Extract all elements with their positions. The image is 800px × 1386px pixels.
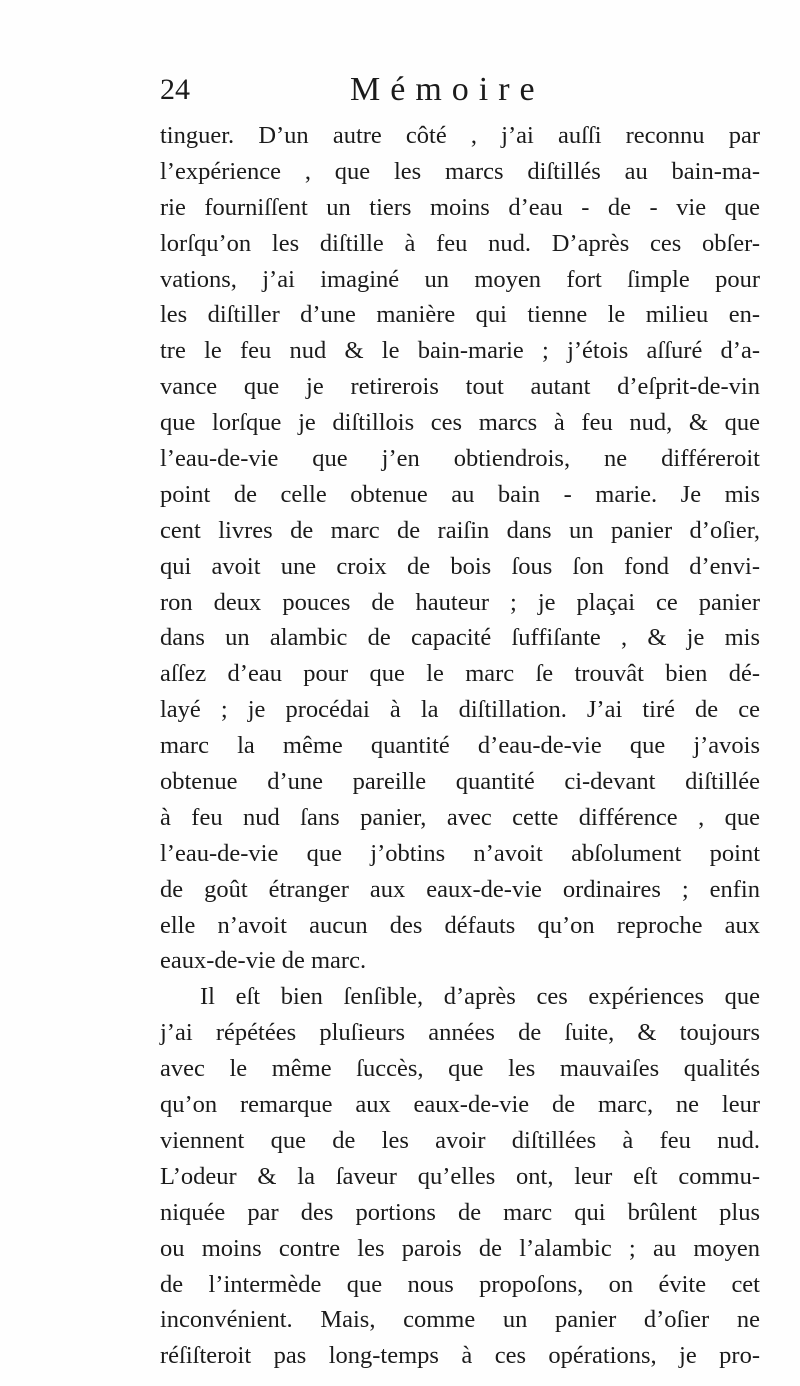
text-line: inconvénient. Mais, comme un panier d’oſier ne xyxy=(160,1306,760,1334)
text-line: réſiſteroit pas long-temps à ces opérations, je pro- xyxy=(160,1342,760,1370)
text-line: l’eau-de-vie que j’obtins n’avoit abſolument point xyxy=(160,839,760,867)
text-line: eaux-de-vie de marc. xyxy=(160,947,367,975)
text-line: j’ai répétées pluſieurs années de ſuite, & toujours xyxy=(160,1019,760,1047)
text-line: qui avoit une croix de bois ſous ſon fond d’envi- xyxy=(160,552,760,580)
text-line: rie fourniſſent un tiers moins d’eau - de - vie que xyxy=(160,193,760,221)
text-line: marc la même quantité d’eau-de-vie que j’avois xyxy=(160,732,760,760)
text-line: layé ; je procédai à la diſtillation. J’ai tiré de ce xyxy=(160,696,760,724)
text-line: niquée par des portions de marc qui brûlent plus xyxy=(160,1198,760,1226)
running-title: Mémoire xyxy=(350,71,545,108)
text-line: L’odeur & la ſaveur qu’elles ont, leur eſt commu- xyxy=(160,1162,760,1190)
text-line: tinguer. D’un autre côté , j’ai auſſi reconnu par xyxy=(160,122,760,149)
text-line: l’eau-de-vie que j’en obtiendrois, ne différeroit xyxy=(160,445,760,473)
text-line: aſſez d’eau pour que le marc ſe trouvât bien dé- xyxy=(160,660,760,688)
page-header xyxy=(160,70,720,114)
text-line: tre le feu nud & le bain-marie ; j’étois aſſuré d’a- xyxy=(160,337,760,365)
page-number: 24 xyxy=(160,73,190,106)
text-line: Il eſt bien ſenſible, d’après ces expériences que xyxy=(200,983,760,1011)
text-line: viennent que de les avoir diſtillées à feu nud. xyxy=(160,1126,760,1154)
text-line: à feu nud ſans panier, avec cette différence , que xyxy=(160,803,760,831)
text-line: obtenue d’une pareille quantité ci-devant diſtillée xyxy=(160,768,760,796)
text-line: elle n’avoit aucun des défauts qu’on reproche aux xyxy=(160,911,760,939)
text-line: avec le même ſuccès, que les mauvaiſes qualités xyxy=(160,1055,760,1083)
text-line: que lorſque je diſtillois ces marcs à feu nud, & que xyxy=(160,409,760,437)
body-text xyxy=(160,118,760,1374)
text-line: ron deux pouces de hauteur ; je plaçai ce panier xyxy=(160,588,760,616)
text-line: l’expérience , que les marcs diſtillés au bain-ma- xyxy=(160,157,760,185)
text-line: de goût étranger aux eaux-de-vie ordinaires ; enfin xyxy=(160,875,760,903)
text-line: cent livres de marc de raiſin dans un panier d’oſier, xyxy=(160,516,760,544)
text-line: ou moins contre les parois de l’alambic ; au moyen xyxy=(160,1234,760,1262)
text-line: de l’intermède que nous propoſons, on évite cet xyxy=(160,1270,760,1298)
text-line: vance que je retirerois tout autant d’eſprit-de-vin xyxy=(160,373,760,401)
text-line: vations, j’ai imaginé un moyen fort ſimple pour xyxy=(160,265,760,293)
text-line: lorſqu’on les diſtille à feu nud. D’après ces obſer- xyxy=(160,229,760,257)
text-line: dans un alambic de capacité ſuffiſante , & je mis xyxy=(160,624,760,652)
text-line: les diſtiller d’une manière qui tienne le milieu en- xyxy=(160,301,760,329)
text-line: point de celle obtenue au bain - marie. Je mis xyxy=(160,480,760,508)
text-line: qu’on remarque aux eaux-de-vie de marc, ne leur xyxy=(160,1091,760,1119)
